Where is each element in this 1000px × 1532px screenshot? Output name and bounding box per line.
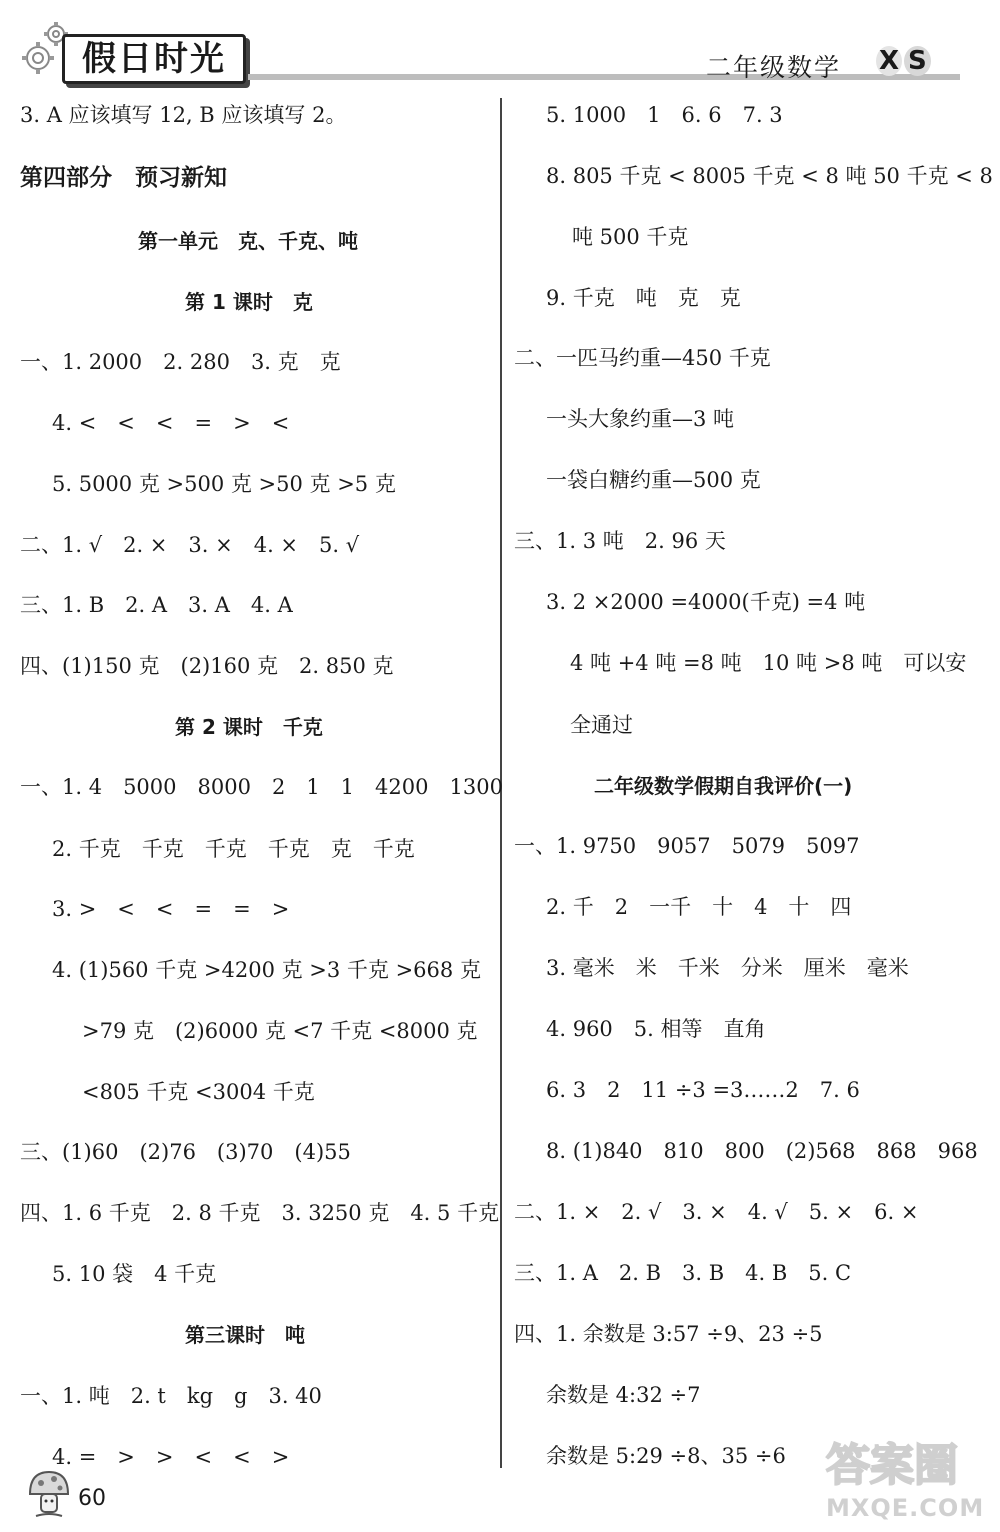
lesson-heading: 第 2 课时 千克: [175, 715, 323, 739]
answer-line: 2. 千克 千克 千克 千克 克 千克: [52, 837, 415, 861]
answer-line: 余数是 5:29 ÷8、35 ÷6: [546, 1444, 786, 1468]
answer-line: 9. 千克 吨 克 克: [546, 286, 741, 310]
answer-line: 4 吨 +4 吨 =8 吨 10 吨 >8 吨 可以安: [570, 651, 967, 675]
answer-line: 全通过: [570, 713, 633, 737]
unit-heading: 第一单元 克、千克、吨: [138, 229, 358, 253]
mushroom-icon: [26, 1468, 72, 1522]
answer-line: 二、1. × 2. √ 3. × 4. √ 5. × 6. ×: [514, 1200, 919, 1224]
edition-s: S: [904, 46, 931, 76]
answer-line: >79 克 (2)6000 克 <7 千克 <8000 克: [82, 1019, 478, 1043]
answer-line: 2. 千 2 一千 十 4 十 四: [546, 895, 852, 919]
page-header: [0, 0, 1000, 95]
answer-line: 一、1. 4 5000 8000 2 1 1 4200 1300: [20, 775, 503, 799]
answer-line: 6. 3 2 11 ÷3 =3……2 7. 6: [546, 1078, 860, 1102]
book-title: 假日时光: [62, 34, 246, 84]
answer-line: 三、(1)60 (2)76 (3)70 (4)55: [20, 1140, 351, 1164]
answer-line: 余数是 4:32 ÷7: [546, 1383, 701, 1407]
watermark-logo-text: 答案圈: [826, 1440, 958, 1490]
answer-line: 三、1. A 2. B 3. B 4. B 5. C: [514, 1261, 852, 1285]
answer-line: 四、1. 6 千克 2. 8 千克 3. 3250 克 4. 5 千克: [20, 1201, 500, 1225]
answer-line: 三、1. B 2. A 3. A 4. A: [20, 593, 293, 617]
answer-line: 四、(1)150 克 (2)160 克 2. 850 克: [20, 654, 394, 678]
answer-line: 一、1. 2000 2. 280 3. 克 克: [20, 350, 341, 374]
answer-line: 一、1. 吨 2. t kg g 3. 40: [20, 1384, 322, 1408]
answer-line: 3. > < < = = >: [52, 897, 290, 921]
evaluation-heading: 二年级数学假期自我评价(一): [594, 774, 853, 798]
answer-line: 4. 960 5. 相等 直角: [546, 1017, 766, 1041]
answer-line: 4. (1)560 千克 >4200 克 >3 千克 >668 克: [52, 958, 481, 982]
answer-line: 四、1. 余数是 3:57 ÷9、23 ÷5: [514, 1322, 823, 1346]
answer-line: 二、1. √ 2. × 3. × 4. × 5. √: [20, 533, 360, 557]
watermark-url: MXQE.COM: [826, 1494, 985, 1522]
section-heading: 第四部分 预习新知: [20, 165, 227, 191]
answer-line: 5. 1000 1 6. 6 7. 3: [546, 103, 783, 127]
answer-line: 三、1. 3 吨 2. 96 天: [514, 529, 726, 553]
edition-x: X: [876, 46, 902, 76]
answer-line: 3. 2 ×2000 =4000(千克) =4 吨: [546, 590, 866, 614]
watermark-logo: [822, 1434, 990, 1490]
answer-line: 8. 805 千克 < 8005 千克 < 8 吨 50 千克 < 8: [546, 164, 993, 188]
answer-line: <805 千克 <3004 千克: [82, 1080, 315, 1104]
answer-line: 4. = > > < < >: [52, 1445, 290, 1469]
answer-line: 二、一匹马约重—450 千克: [514, 346, 771, 370]
subject-label: 二年级数学: [706, 53, 842, 82]
lesson-heading: 第三课时 吨: [185, 1323, 305, 1347]
answer-line: 5. 5000 克 >500 克 >50 克 >5 克: [52, 472, 396, 496]
answer-line: 一、1. 9750 9057 5079 5097: [514, 834, 860, 858]
answer-line: 8. (1)840 810 800 (2)568 868 968: [546, 1139, 978, 1163]
answer-line: 3. 毫米 米 千米 分米 厘米 毫米: [546, 956, 909, 980]
header-rule: [248, 74, 960, 80]
answer-line: 4. < < < = > <: [52, 411, 290, 435]
answer-line: 一袋白糖约重—500 克: [546, 468, 761, 492]
answer-line: 5. 10 袋 4 千克: [52, 1262, 217, 1286]
answer-line: 吨 500 千克: [572, 225, 689, 249]
page-number: 60: [78, 1486, 106, 1511]
edition-badge: [876, 46, 931, 76]
answer-line: 3. A 应该填写 12, B 应该填写 2。: [20, 103, 347, 127]
lesson-heading: 第 1 课时 克: [185, 290, 313, 314]
answer-line: 一头大象约重—3 吨: [546, 407, 735, 431]
